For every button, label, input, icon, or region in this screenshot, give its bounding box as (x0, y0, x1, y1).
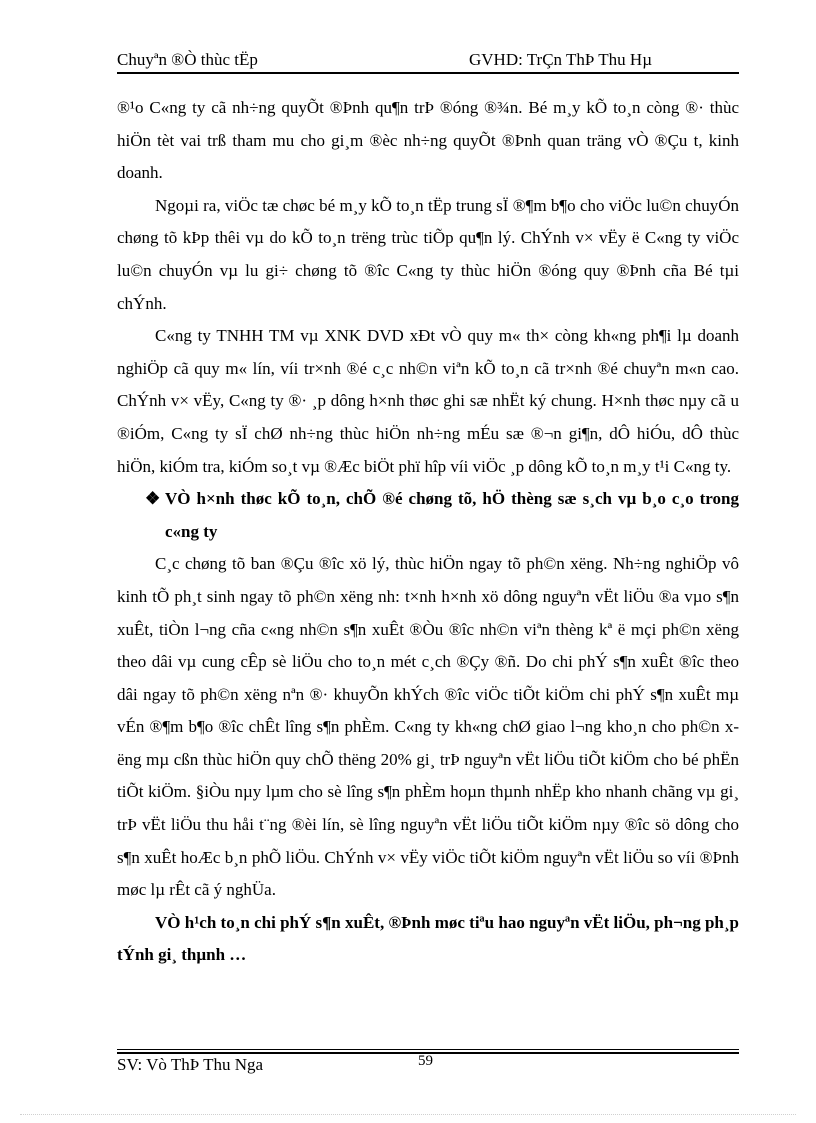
page-number: 59 (418, 1053, 433, 1069)
bold-heading: VÒ h¹ch to¸n chi phÝ s¶n xuÊt, ®Þnh møc tiªu hao nguyªn vËt liÖu, ph¬ng ph¸p tÝnh gi¸ thµnh … (117, 912, 739, 965)
page-edge (20, 1114, 796, 1115)
footer-divider (117, 1049, 739, 1050)
diamond-bullet-icon: ❖ (145, 489, 161, 509)
bullet-heading-text: VÒ h×nh thøc kÕ to¸n, chÕ ®é chøng tõ, hÖ thèng sæ s¸ch vµ b¸o c¸o trong c«ng ty (165, 489, 739, 541)
bullet-heading (117, 483, 739, 548)
paragraph: C¸c chøng tõ ban ®Çu ®îc xö lý, thùc hiÖn ngay tõ ph©n xëng. Nh÷ng nghiÖp vô kinh tÕ ph¸t sinh ngay tõ ph©n xëng nh: t×nh h×nh xö dông nguyªn vËt liÖu ®a vµo s¶n xuÊt, tiÒn l¬ng cña c«ng nh©n s¶n xuÊt ®Òu ®îc nh©n viªn thèng kª ë mçi ph©n xëng theo dâi vµ cung cÊp sè liÖu cho to¸n mét c¸ch ®Çy ®ñ. Do chi phÝ s¶n xuÊt ®îc theo dâi ngay tõ ph©n xëng nªn ®· khuyÕn khÝch ®îc viÖc tiÕt kiÖm chi phÝ s¶n xuÊt mµ vÉn ®¶m b¶o ®îc chÊt lîng s¶n phÈm. C«ng ty kh«ng chØ giao l¬ng kho¸n cho ph©n xëng mµ cßn thùc hiÖn quy chÕ thëng 20% gi¸ trÞ nguyªn vËt liÖu tiÕt kiÖm cho bé phËn tiÕt kiÖm. §iÒu nµy lµm cho sè lîng s¶n phÈm hoµn thµnh nhËp kho nhanh chãng vµ gi¸ trÞ vËt liÖu thu håi t¨ng ®èi lín, sè lîng nguyªn vËt liÖu tiÕt kiÖm nµy ®îc sö dông cho s¶n xuÊt hoÆc b¸n phÕ liÖu. ChÝnh v× vËy viÖc tiÕt kiÖm nguyªn vËt liÖu so víi ®Þnh møc lµ rÊt cã ý nghÜa. (117, 554, 739, 900)
header-supervisor: GVHD: TrÇn ThÞ Thu Hµ (469, 50, 652, 69)
paragraph: ®¹o C«ng ty cã nh÷ng quyÕt ®Þnh qu¶n trÞ ®óng ®¾n. Bé m¸y kÕ to¸n còng ®· thùc hiÖn tèt vai trß tham mu cho gi¸m ®èc nh÷ng quyÕt ®Þnh quan träng vÒ ®Çu t, kinh doanh. (117, 98, 739, 183)
document-body (117, 92, 739, 972)
paragraph: Ngoµi ra, viÖc tæ chøc bé m¸y kÕ to¸n tËp trung sÏ ®¶m b¶o cho viÖc lu©n chuyÓn chøng tõ kÞp thêi vµ do kÕ to¸n trëng trùc tiÕp qu¶n lý. ChÝnh v× vËy ë C«ng ty viÖc lu©n chuyÓn vµ lu gi÷ chøng tõ ®îc C«ng ty thùc hiÖn ®óng quy ®Þnh cña Bé tµi chÝnh. (117, 195, 739, 313)
footer-student: SV: Vò ThÞ Thu Nga (117, 1055, 264, 1074)
paragraph: C«ng ty TNHH TM vµ XNK DVD xÐt vÒ quy m« th× còng kh«ng ph¶i lµ doanh nghiÖp cã quy m« lín, víi tr×nh ®é c¸c nh©n viªn kÕ to¸n cã tr×nh ®é chuyªn m«n cao. ChÝnh v× vËy, C«ng ty ®· ¸p dông h×nh thøc ghi sæ nhËt ký chung. H×nh thøc nµy cã u ®iÓm, C«ng ty sÏ chØ nh÷ng thùc hiÖn nh÷ng mÉu sæ ®¬n gi¶n, dÔ hiÓu, dÔ thùc hiÖn, kiÓm tra, kiÓm so¸t vµ ®Æc biÖt phï hîp víi viÖc ¸p dông kÕ to¸n m¸y t¹i C«ng ty. (117, 326, 739, 476)
header-title: Chuyªn ®Ò thùc tËp (117, 50, 258, 69)
page-header (117, 50, 739, 74)
